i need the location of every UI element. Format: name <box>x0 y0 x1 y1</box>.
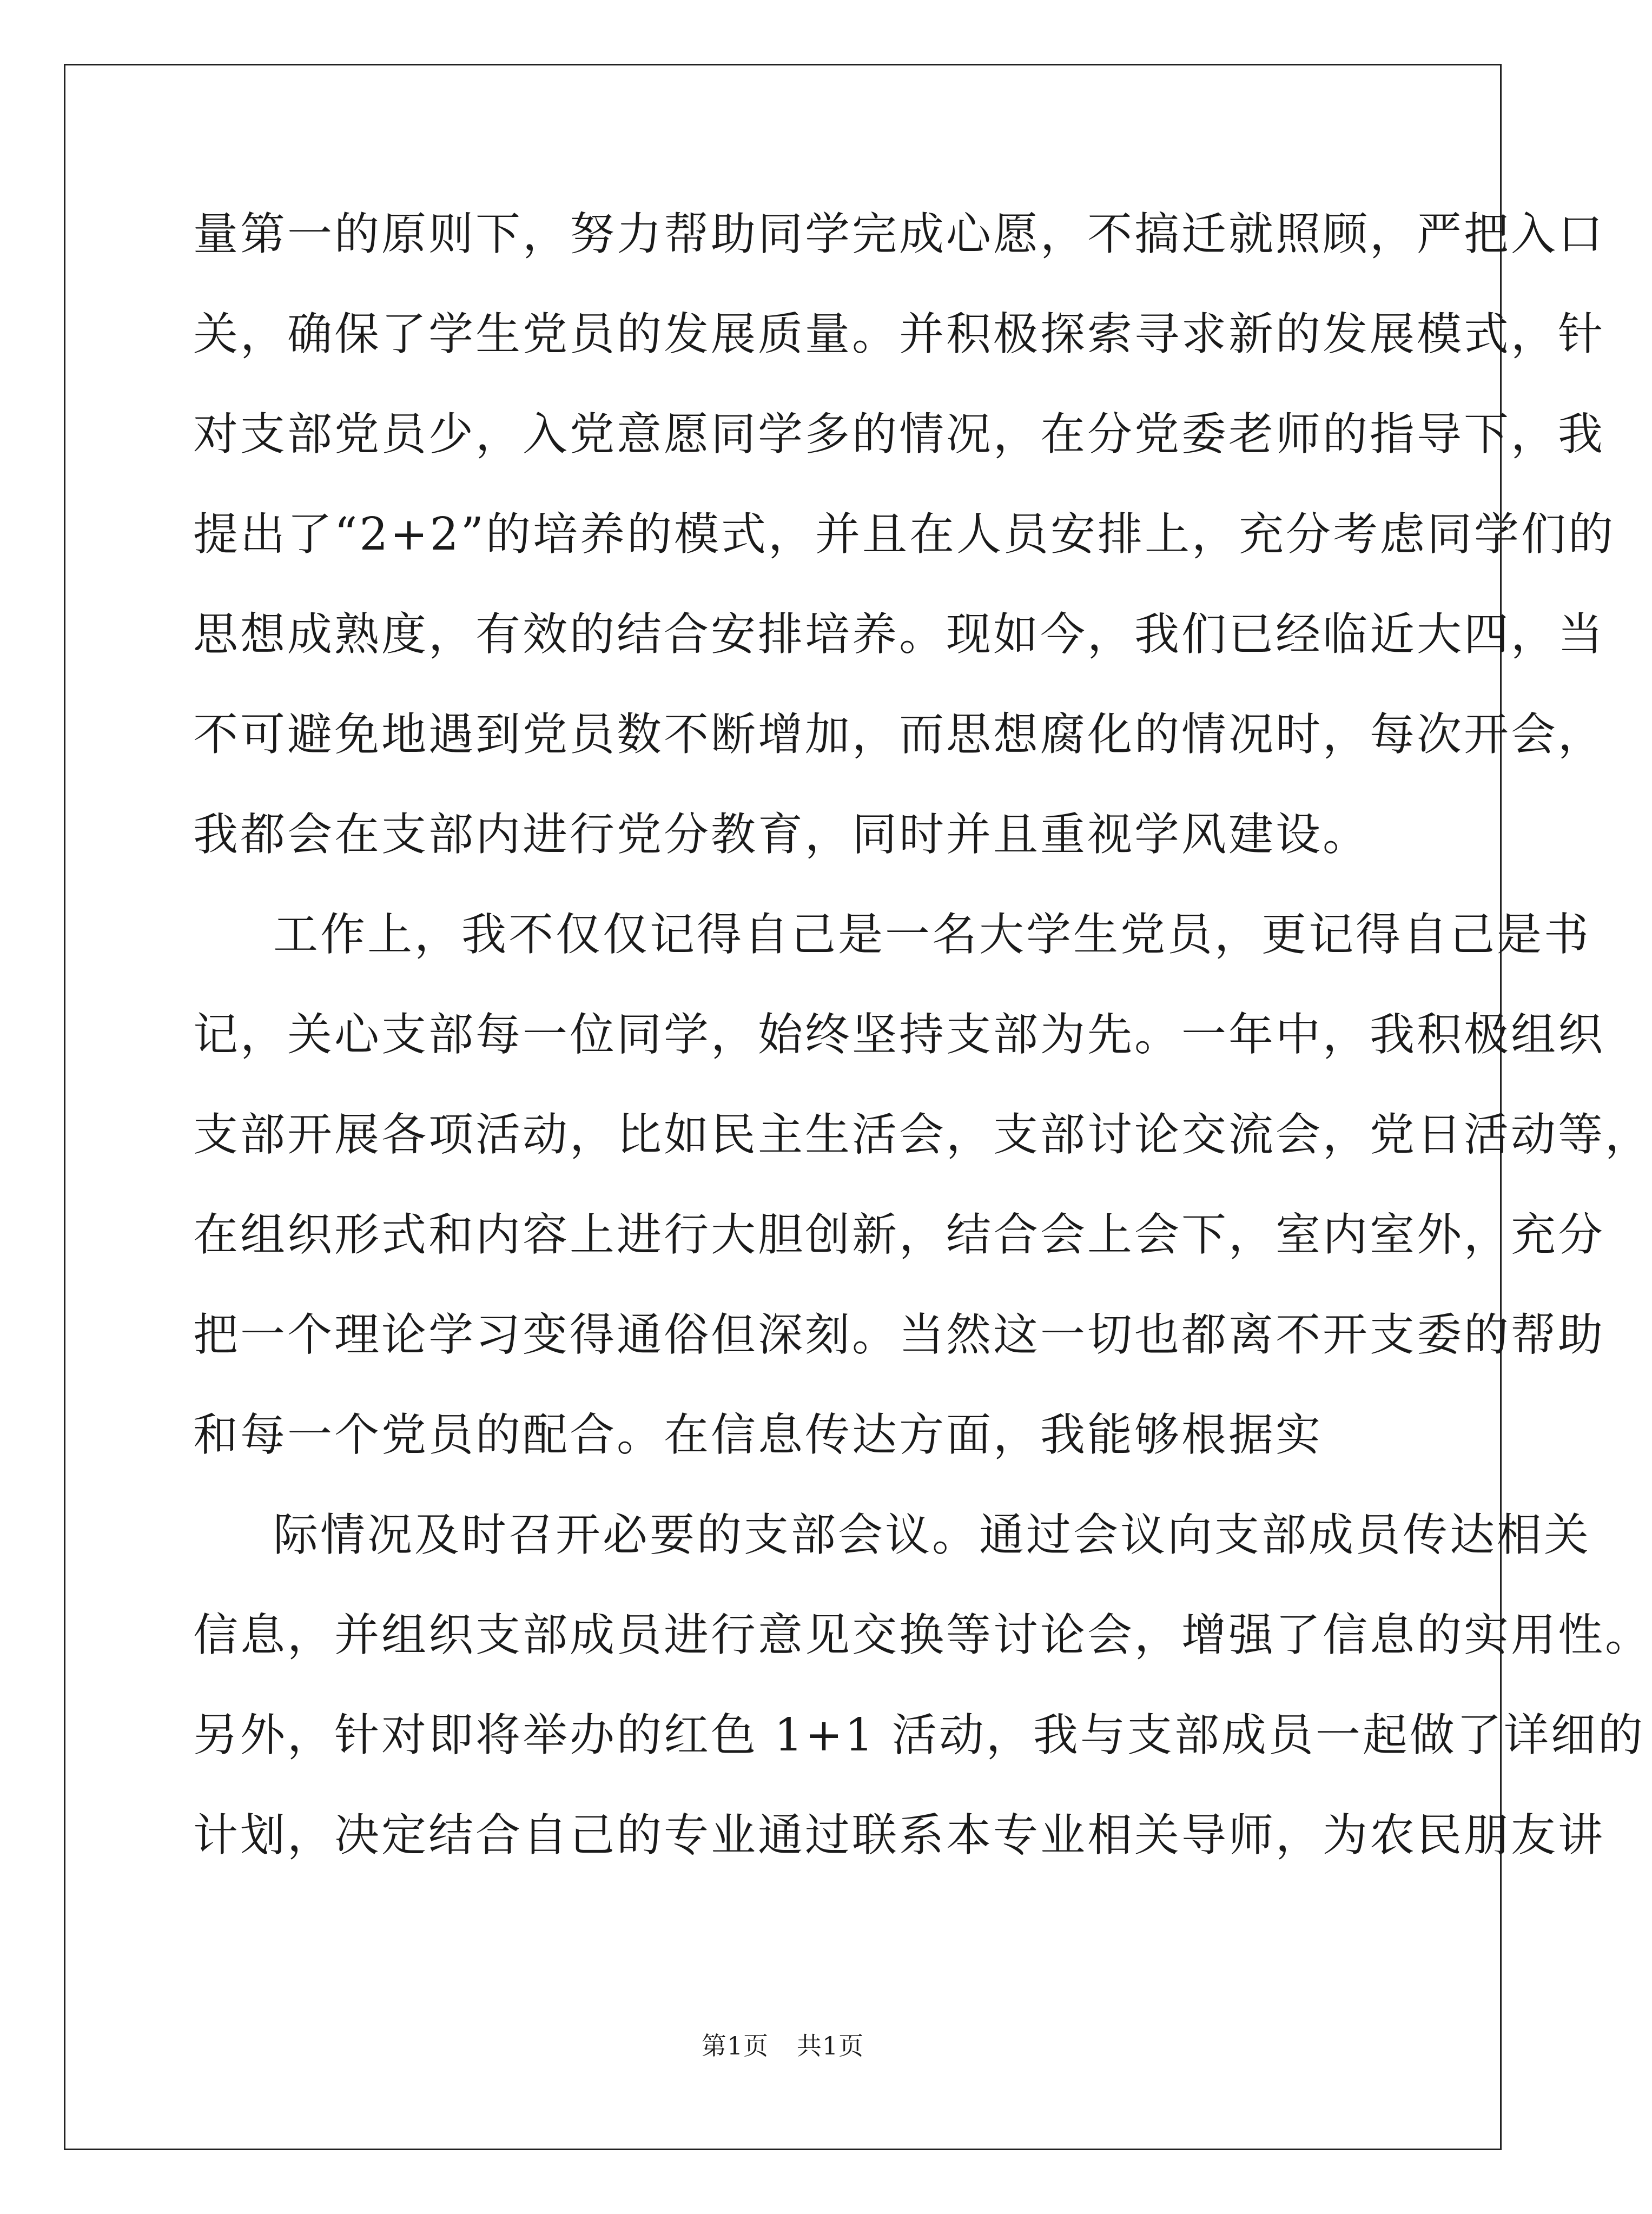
text-line: 把一个理论学习变得通俗但深刻。当然这一切也都离不开支委的帮助 <box>193 1308 1605 1361</box>
paragraph-start-line: 际情况及时召开必要的支部会议。通过会议向支部成员传达相关 <box>273 1509 1591 1561</box>
text-line: 和每一个党员的配合。在信息传达方面，我能够根据实 <box>193 1409 1323 1461</box>
page-total: 共1页 <box>796 2031 864 2060</box>
text-line: 另外，针对即将举办的红色 1+1 活动，我与支部成员一起做了详细的 <box>193 1709 1645 1761</box>
text-line: 对支部党员少，入党意愿同学多的情况，在分党委老师的指导下，我 <box>193 408 1605 460</box>
text-line: 记，关心支部每一位同学，始终坚持支部为先。一年中，我积极组织 <box>193 1008 1605 1061</box>
document-body <box>193 207 1652 1908</box>
text-line: 量第一的原则下，努力帮助同学完成心愿，不搞迁就照顾，严把入口 <box>193 208 1605 260</box>
text-line: 提出了“2+2”的培养的模式，并且在人员安排上，充分考虑同学们的 <box>193 508 1616 560</box>
page-number: 第1页 <box>701 2031 769 2060</box>
text-line: 关，确保了学生党员的发展质量。并积极探索寻求新的发展模式，针 <box>193 308 1605 360</box>
text-line: 不可避免地遇到党员数不断增加，而思想腐化的情况时，每次开会， <box>193 708 1605 761</box>
text-line: 计划，决定结合自己的专业通过联系本专业相关导师，为农民朋友讲 <box>193 1809 1605 1861</box>
text-line: 支部开展各项活动，比如民主生活会，支部讨论交流会，党日活动等， <box>193 1108 1652 1161</box>
text-line: 信息，并组织支部成员进行意见交换等讨论会，增强了信息的实用性。 <box>193 1609 1652 1661</box>
paragraph-start-line: 工作上，我不仅仅记得自己是一名大学生党员，更记得自己是书 <box>273 908 1591 961</box>
page-footer <box>0 2026 1565 2062</box>
text-line: 在组织形式和内容上进行大胆创新，结合会上会下，室内室外，充分 <box>193 1208 1605 1261</box>
text-line: 思想成熟度，有效的结合安排培养。现如今，我们已经临近大四，当 <box>193 608 1605 660</box>
text-line: 我都会在支部内进行党分教育，同时并且重视学风建设。 <box>193 808 1370 861</box>
